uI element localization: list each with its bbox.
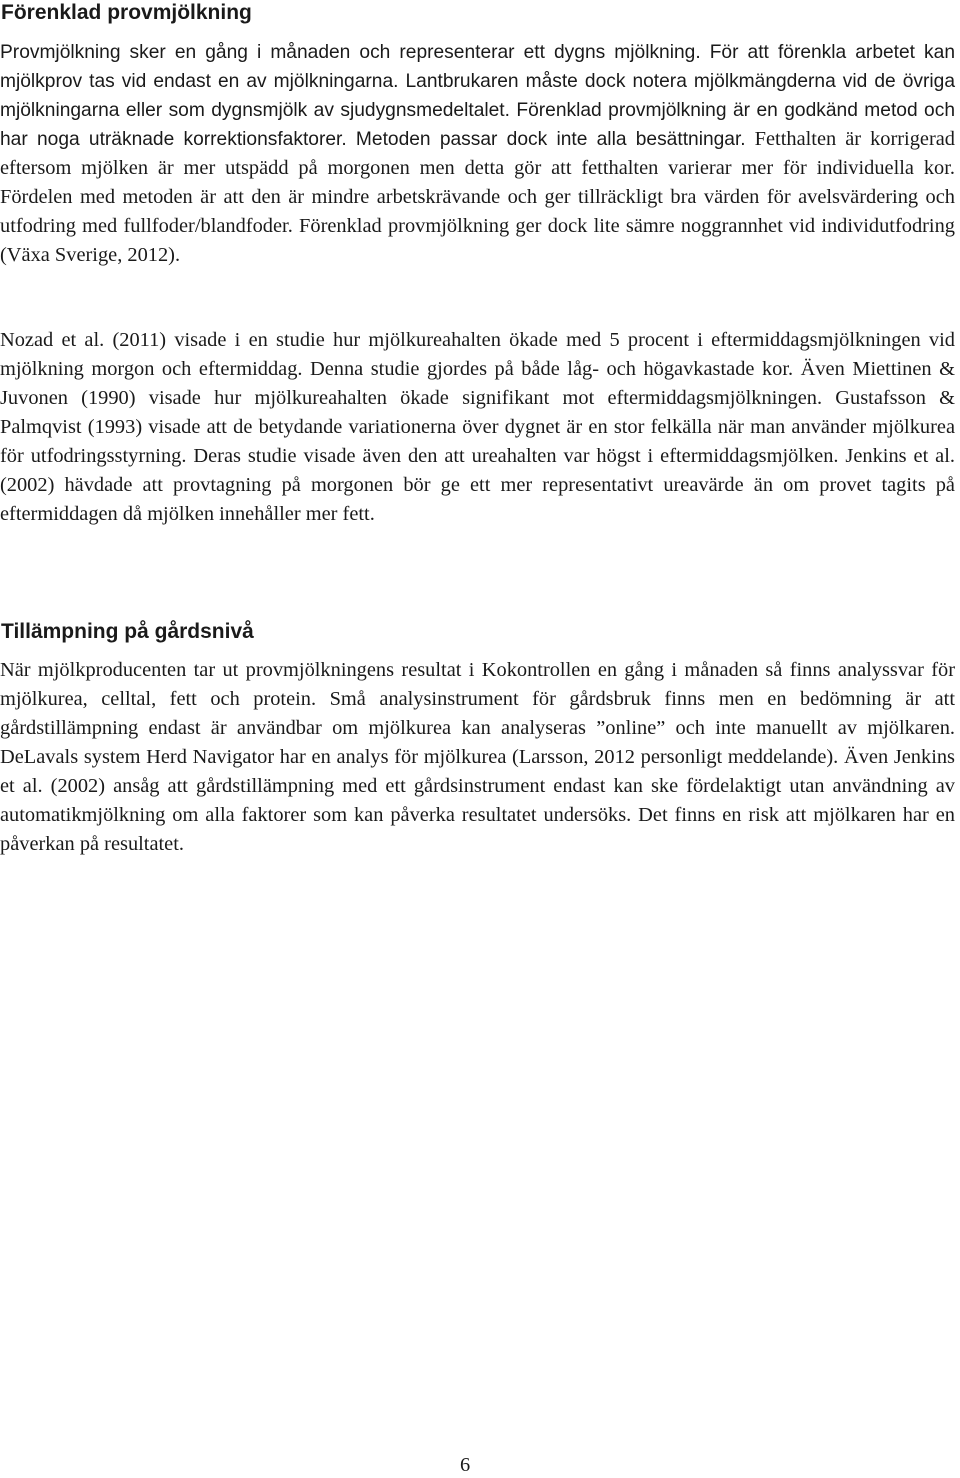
page-number: 6 bbox=[460, 1454, 471, 1476]
paragraph-nozad-studie: Nozad et al. (2011) visade i en studie hur mjölkureahalten ökade med 5 procent i eftermiddagsmjölkningen vid mjölkning morgon och eftermiddag. Denna studie gjordes på både låg- och högavkastade kor. Även Miettinen & Juvonen (1990) visade hur mjölkureahalten ökade signifikant mot eftermiddagsmjölkningen. Gustafsson & Palmqvist (1993) visade att de betydande variationerna över dygnet är en stor felkälla när man använder mjölkurea för utfodringsstyrning. Deras studie visade även den att ureahalten var högst i eftermiddagsmjölken. Jenkins et al. (2002) hävdade att provtagning på morgonen bör ge ett mer representativt ureavärde än om provet tagits på eftermiddagen då mjölken innehåller mer fett. bbox=[0, 329, 955, 525]
paragraph-forenklad-provmjolkning bbox=[0, 38, 955, 270]
paragraph-run: Fördelen med metoden är att den är mindre arbetskrävande och ger tillräckligt bra värden för avelsvärdering och utfodring med fullfoder/blandfoder. Förenklad provmjölkning ger dock lite sämre noggrannhet vid individutfodring (Växa Sverige, 2012). bbox=[0, 186, 955, 266]
paragraph-run: Provmjölkning sker en gång i månaden och representerar ett dygns mjölkning. För att förenkla arbetet kan mjölkprov tas vid endast en av mjölkningarna. Lantbrukaren måste dock notera mjölkmängderna vid de övriga mjölkningarna eller som dygnsmjölk av sjudygnsmedeltalet. Förenklad provmjölkning är en godkänd metod och har noga uträknade korrektionsfaktorer. Metoden passar dock inte alla besättningar. bbox=[0, 42, 955, 150]
paragraph-tillampning: När mjölkproducenten tar ut provmjölkningens resultat i Kokontrollen en gång i månaden så finns analyssvar för mjölkurea, celltal, fett och protein. Små analysinstrument för gårdsbruk finns men en bedömning är att gårdstillämpning endast är användbar om mjölkurea kan analyseras ”online” och inte manuellt av mjölkaren. DeLavals system Herd Navigator har en analys för mjölkurea (Larsson, 2012 personligt meddelande). Även Jenkins et al. (2002) ansåg att gårdstillämpning med ett gårdsinstrument endast kan ske fördelaktigt utan användning av automatikmjölkning om alla faktorer som kan påverka resultatet undersöks. Det finns en risk att mjölkaren har en påverkan på resultatet. bbox=[0, 659, 955, 855]
paragraph-run: Fetthalten är korrigerad eftersom mjölken är mer utspädd på morgonen men detta gör att fetthalten varierar mer för individuella kor. bbox=[0, 128, 955, 179]
section-heading-forenklad-provmjolkning: Förenklad provmjölkning bbox=[1, 1, 252, 24]
section-heading-tillampning-pa-gardsniva: Tillämpning på gårdsnivå bbox=[1, 620, 254, 643]
